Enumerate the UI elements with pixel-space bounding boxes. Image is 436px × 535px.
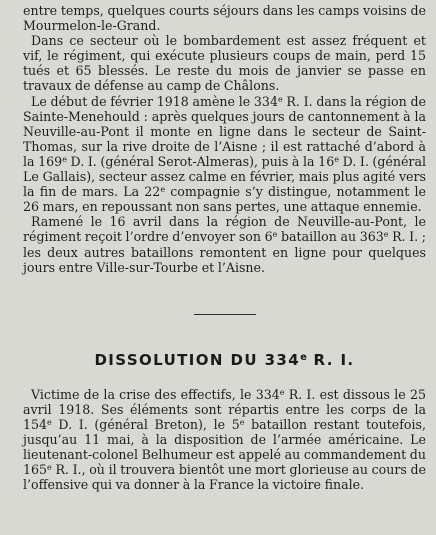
ordinal-suffix: e <box>334 154 339 164</box>
paragraph-4-text-c: R. I. ; les deux autres bataillons remontent en ligne pour quelques jours entre Ville-sur-Tourbe et l’Aisne. <box>23 229 426 275</box>
paragraph-5 <box>23 387 426 493</box>
paragraph-3-text-e: compagnie s’y distingue, notamment le 26 mars, en repoussant non sans pertes, une attaque ennemie. <box>23 184 426 215</box>
section-heading-ordinal: e <box>300 351 307 363</box>
paragraph-4-text-b: bataillon au 363 <box>277 229 384 245</box>
paragraph-3-text-c: D. I. (général Serot-Almeras), puis à la 16 <box>66 153 335 169</box>
paragraph-3-text-a: Le début de février 1918 amène le 334 <box>31 93 278 109</box>
paragraph-5-text-a: Victime de la crise des effectifs, le 334 <box>31 386 280 402</box>
paragraph-2 <box>23 33 426 93</box>
ordinal-suffix: e <box>239 417 245 427</box>
paragraph-1-text: entre temps, quelques courts séjours dans les camps voisins de Mourmelon-le-Grand. <box>23 3 426 34</box>
ordinal-suffix: e <box>160 185 166 195</box>
paragraph-5-text-b: R. I. est dissous le 25 avril 1918. Ses éléments sont répartis entre les corps de la 154 <box>23 386 426 432</box>
paragraph-1 <box>23 3 426 33</box>
section-heading-suffix: R. I. <box>306 350 355 369</box>
paragraph-4-text-a: Ramené le 16 avril dans la région de Neuville-au-Pont, le régiment reçoit l’ordre d’envoyer son 6 <box>23 214 426 245</box>
section-heading <box>23 351 426 369</box>
ordinal-suffix: e <box>277 94 283 104</box>
ordinal-suffix: e <box>383 230 389 240</box>
paragraph-3 <box>23 94 426 215</box>
paragraph-3-text-b: R. I. dans la région de Sainte-Menehould : après quelques jours de cantonnement à la Neuville-au-Pont il monte en ligne dans le secteur de Saint-Thomas, sur la rive droite de l’Aisne ; il est rattaché d’abord à la 169 <box>23 93 426 169</box>
paragraph-3-text-d: D. I. (général Le Gallais), secteur assez calme en février, mais plus agité vers la fin de mars. La 22 <box>23 153 426 200</box>
paragraph-2-text: Dans ce secteur où le bombardement est assez fréquent et vif, le régiment, qui exécute plusieurs coups de main, perd 15 tués et 65 blessés. Le reste du mois de janvier se passe en travaux de défense au camp de Châlons. <box>23 33 426 94</box>
paragraph-5-text-d: bataillon restant toutefois, jusqu’au 11 mai, à la disposition de l’armée américaine. Le lieutenant-colonel Belhumeur est appelé au commandement du 165 <box>23 416 426 478</box>
ordinal-suffix: e <box>47 463 52 473</box>
paragraph-4 <box>23 214 426 274</box>
section-divider <box>194 314 256 315</box>
paragraph-5-text-e: R. I., où il trouvera bientôt une mort glorieuse au cours de l’offensive qui va donner à la France la victoire finale. <box>23 462 426 493</box>
ordinal-suffix: e <box>272 230 278 240</box>
paragraph-5-text-c: D. I. (général Breton), le 5 <box>51 416 240 432</box>
ordinal-suffix: e <box>47 417 52 427</box>
ordinal-suffix: e <box>62 154 67 164</box>
ordinal-suffix: e <box>279 387 285 397</box>
section-heading-text: DISSOLUTION DU 334 <box>94 350 301 369</box>
